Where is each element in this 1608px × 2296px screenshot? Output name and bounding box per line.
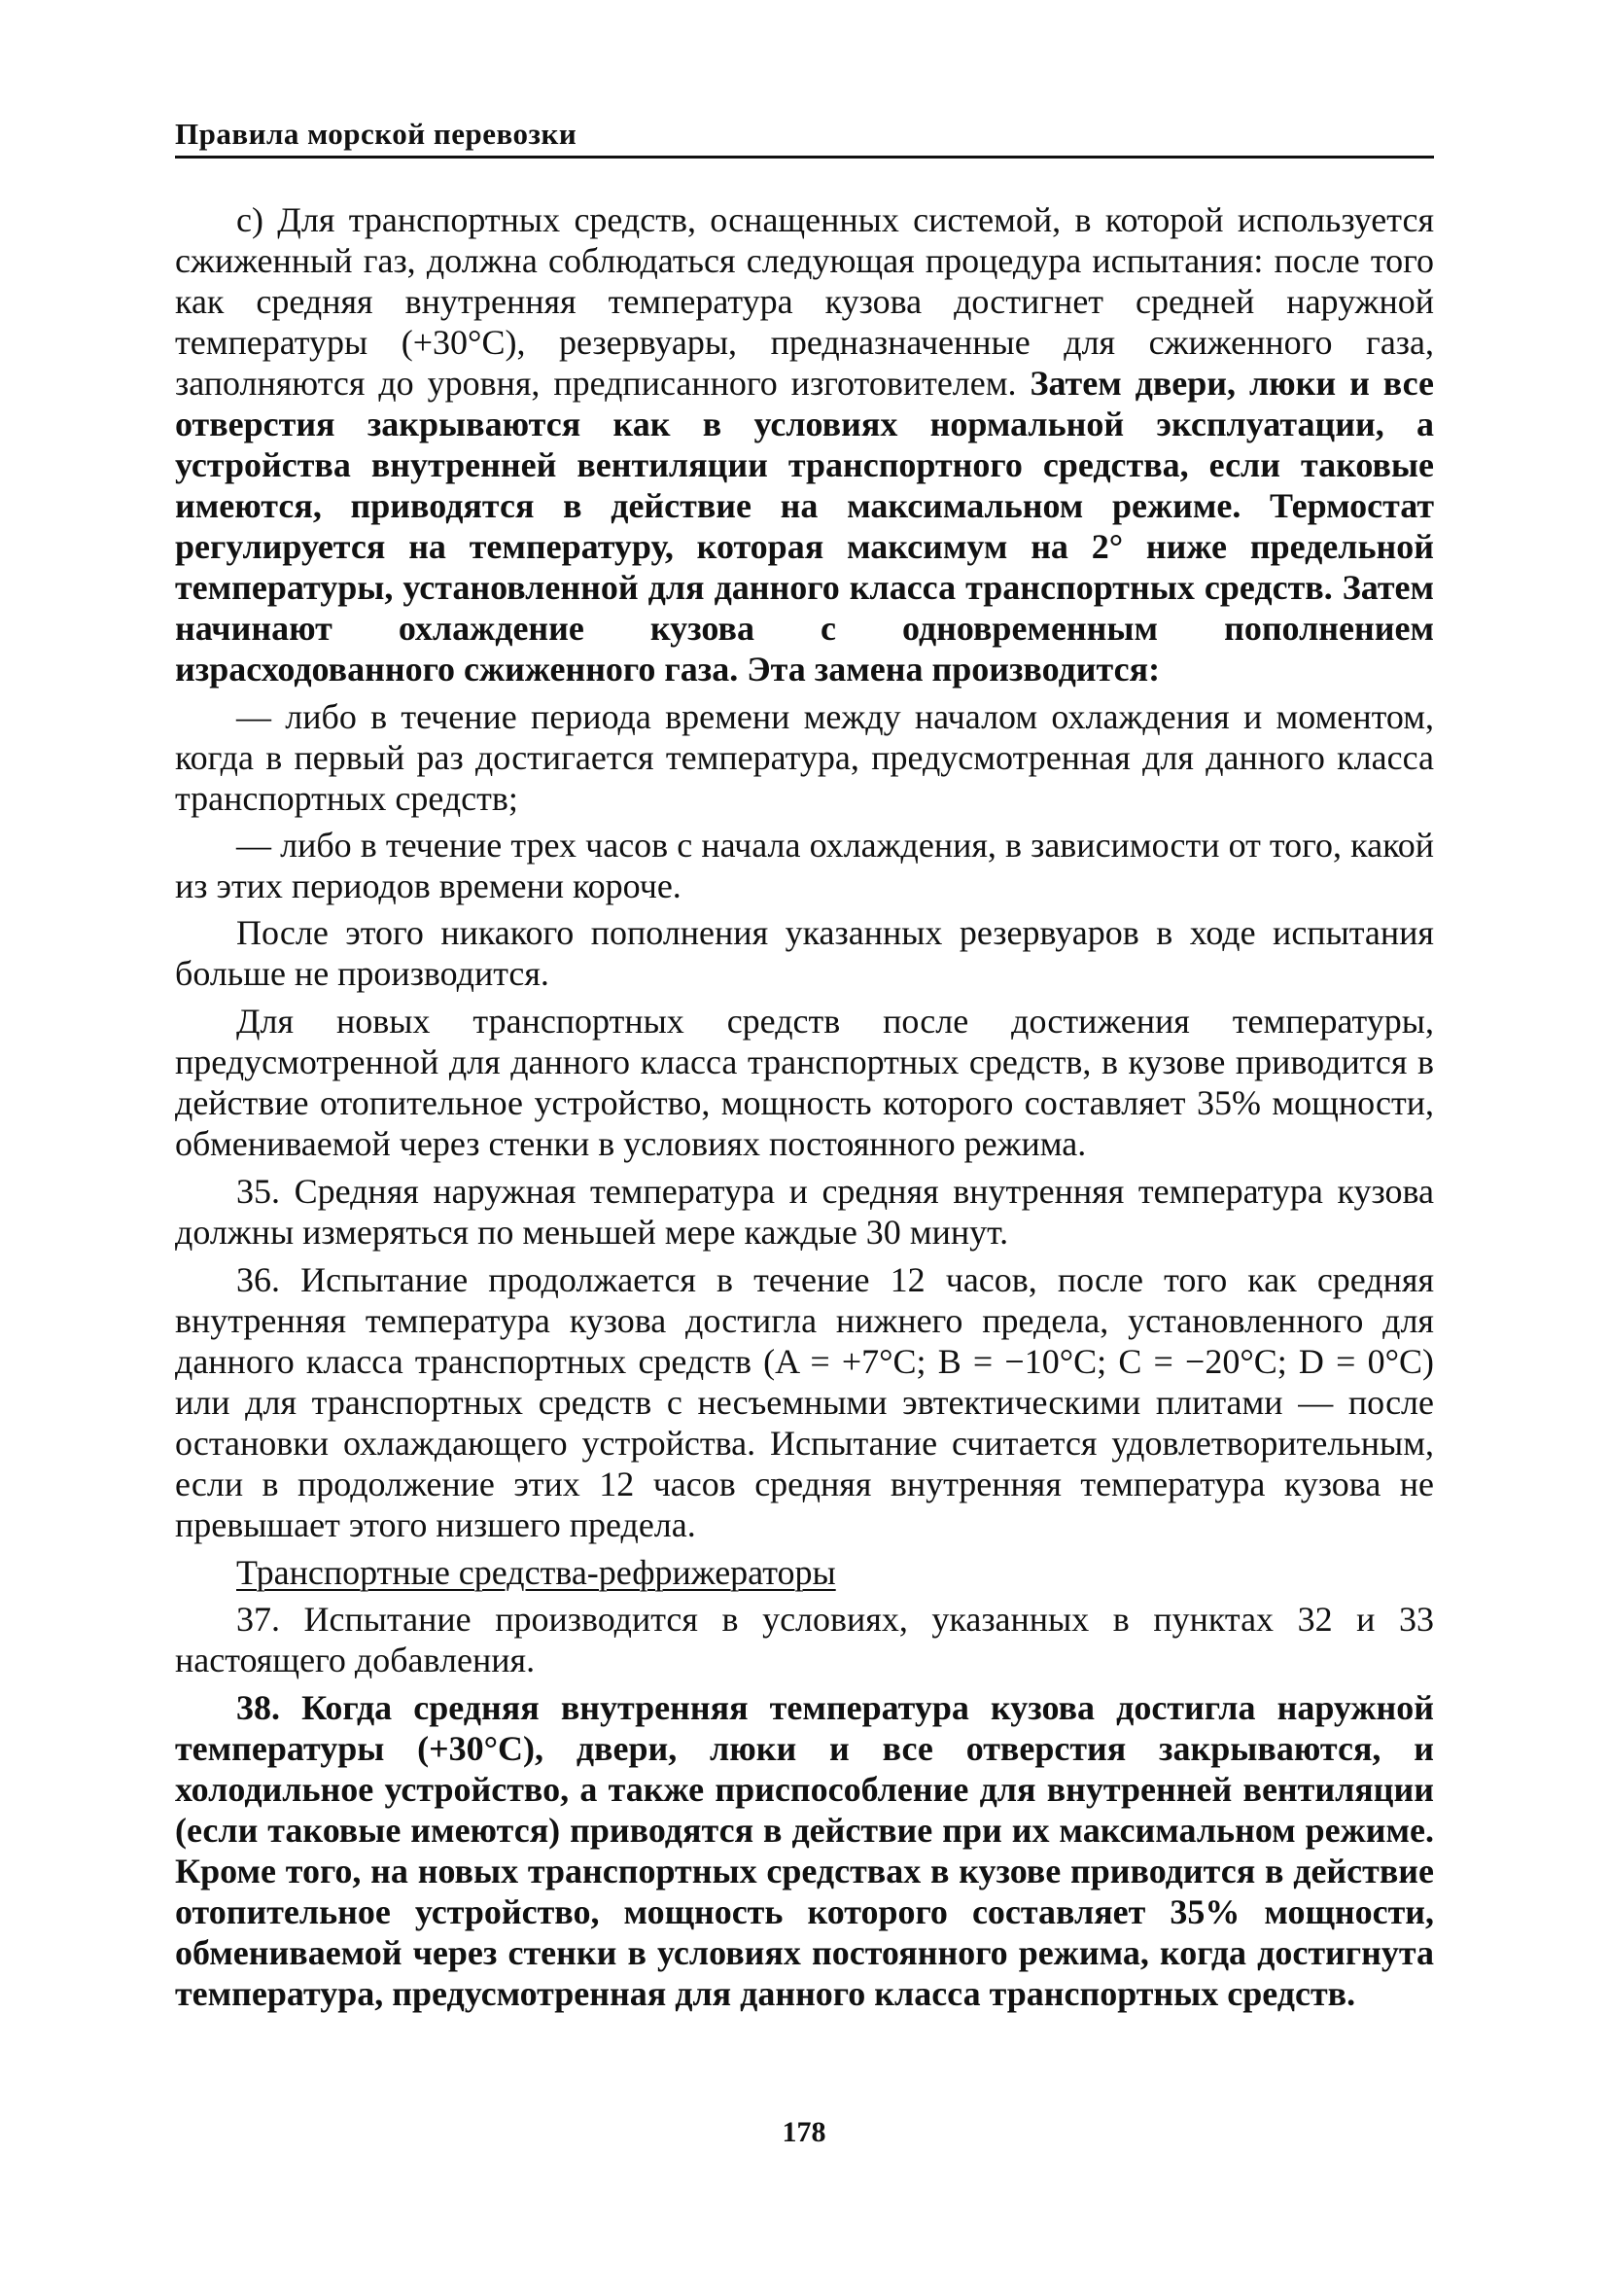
paragraph-item-37: 37. Испытание производится в условиях, указанных в пунктах 32 и 33 настоящего добавления. (175, 1600, 1434, 1679)
paragraph-item-36: 36. Испытание продолжается в течение 12 часов, после того как средняя внутренняя температура кузова достигла нижнего предела, установленного для данного класса транспортных средств (A = +7°C; B = −10°C; C = −20°C; D = 0°C) или для транспортных средств с несъемными эвтектическими плитами — после остановки охлаждающего устройства. Испытание считается удовлетворительным, если в продолжение этих 12 часов средняя внутренняя температура кузова не превышает этого низшего предела. (175, 1260, 1434, 1544)
list-item-dash-1: — либо в течение периода времени между началом охлаждения и моментом, когда в первый раз достигается температура, предусмотренная для данного класса транспортных средств; (175, 697, 1434, 818)
section-heading (175, 1552, 1434, 1593)
paragraph-c-procedure: Затем двери, люки и все отверстия закрываются как в условиях нормальной эксплуатации, а устройства внутренней вентиляции транспортного средства, если таковые имеются, приводятся в действие на максимальном режиме. Термостат регулируется на температуру, которая максимум на 2° ниже предельной температуры, установленной для данного класса транспортных средств. Затем начинают охлаждение кузова с одновременным пополнением израсходованного сжиженного газа. Эта замена производится: (175, 364, 1435, 689)
section-heading-text: Транспортные средства-рефрижераторы (236, 1553, 836, 1592)
paragraph-item-35: 35. Средняя наружная температура и средняя внутренняя температура кузова должны измеряться по меньшей мере каждые 30 минут. (175, 1172, 1434, 1252)
paragraph-c-intro: с) Для транспортных средств, оснащенных системой, в которой используется сжиженный газ, должна соблюдаться следующая процедура испытания: после того как средняя внутренняя температура кузова достигнет средней наружной температуры (+30°C), резервуары, предназначенные для сжиженного газа, заполняются до уровня, предписанного изготовителем. (175, 200, 1434, 403)
paragraph-item-38: 38. Когда средняя внутренняя температура кузова достигла наружной температуры (+30°C), двери, люки и все отверстия закрываются, и холодильное устройство, а также приспособление для внутренней вентиляции (если таковые имеются) приводятся в действие при их максимальном режиме. Кроме того, на новых транспортных средствах в кузове приводится в действие отопительное устройство, мощность которого составляет 35% мощности, обмениваемой через стенки в условиях постоянного режима, когда достигнута температура, предусмотренная для данного класса транспортных средств. (175, 1688, 1434, 2013)
list-item-dash-2: — либо в течение трех часов с начала охлаждения, в зависимости от того, какой из этих периодов времени короче. (175, 826, 1434, 905)
running-header-title: Правила морской перевозки (175, 117, 577, 151)
paragraph-new-vehicles: Для новых транспортных средств после достижения температуры, предусмотренной для данного класса транспортных средств, в кузове приводится в действие отопительное устройство, мощность которого составляет 35% мощности, обмениваемой через стенки в условиях постоянного режима. (175, 1002, 1434, 1163)
paragraph-c (175, 199, 1434, 689)
running-header (175, 117, 1434, 159)
page-number: 178 (782, 2116, 826, 2148)
paragraph-no-refill: После этого никакого пополнения указанных резервуаров в ходе испытания больше не производится. (175, 913, 1434, 993)
page-body (175, 199, 1434, 2021)
